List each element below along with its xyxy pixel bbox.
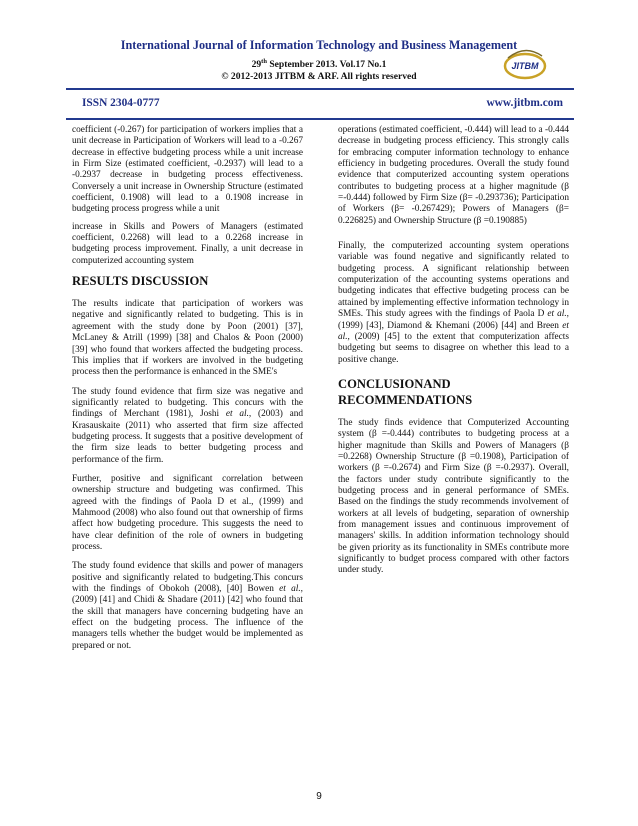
section-heading-conclusion: CONCLUSIONAND RECOMMENDATIONS bbox=[338, 376, 473, 407]
page-number: 9 bbox=[316, 791, 322, 802]
journal-logo bbox=[502, 44, 548, 84]
right-column bbox=[338, 125, 569, 585]
section-heading-results: RESULTS DISCUSSION bbox=[72, 274, 209, 289]
body-paragraph: Further, positive and significant correlation between ownership structure and budgeting was confirmed. This agreed with the findings of Paola D et al., (1999) and Mahmood (2008) who also found out that ownership of firms affect how budgeting procedure. This suggests the need to have clear definition of the role of owners in budgeting process. bbox=[72, 473, 303, 552]
body-paragraph: The study finds evidence that Computerized Accounting system (β =-0.444) contributes to budgeting process at a higher magnitude than Skills and Powers of Managers (β =0.2268) Ownership Structure (β =0.1908), Participation of workers (β =-0.2674) and Firm Size (β =-0.2937). Overall, the factors under study contribute significantly to the budgeting process and in general performance of SMEs. Based on the findings the study recommends involvement of workers at all levels of budgeting, separation of ownership from management issues and continuous improvement of managers' skills. In addition information technology should be given priority as its functionality in SMEs contribute more significantly to budget process compared with other factors under study. bbox=[338, 417, 569, 576]
text-run: Finally, the computerized accounting system operations variable was found negative and significantly related to budgeting process. A significant relationship between computerization of the accounting systems operations and budgeting indicates that effective budgeting process can be attained by implementing effective information technology in SMEs. This study agrees with the findings of Paola D bbox=[338, 241, 569, 320]
text-run: (2009) [41] and Chidi & Shadare (2011) [42] who found that the skill that managers have concerning budgeting have an effect on the budgeting process. The influence of the managers tells whether the budget would be implemented as prepared or not. bbox=[72, 595, 303, 651]
issn-number: ISSN 2304-0777 bbox=[82, 97, 160, 109]
body-paragraph bbox=[338, 241, 569, 366]
text-run: (1999) [43], Diamond & Khemani (2006) [44] and Breen bbox=[338, 320, 563, 331]
issue-day-suffix: th bbox=[261, 58, 267, 65]
body-paragraph: coefficient (-0.267) for participation of workers implies that a unit decrease in Participation of Workers will lead to a -0.267 decrease in effective budgeting process while a unit increase in Firm Size (estimated coefficient, -0.2937) will lead to a -0.2937 decrease in budgeting process effectiveness. Conversely a unit increase in Ownership Structure (estimated coefficient, 0.1908) will lead to a 0.1908 increase in budgeting process progress while a unit bbox=[72, 125, 303, 215]
issue-day: 29 bbox=[251, 59, 262, 71]
et-al-italic: et al., bbox=[338, 320, 569, 342]
issue-volume: September 2013. Vol.17 No.1 bbox=[266, 59, 387, 71]
text-run: (2003) and Krasauskaite (2011) who asserted that firm size affected budgeting process. It suggests that a positive development of the firm size leads to better budgeting process and performance of the firm. bbox=[72, 409, 304, 465]
copyright-line: © 2012-2013 JITBM & ARF. All rights reserved bbox=[221, 71, 417, 82]
text-run: The study found evidence that skills and power of managers positive and significantly related to budgeting.This concurs with the findings of Obokoh (2008), [40] Bowen bbox=[72, 561, 303, 595]
journal-website: www.jitbm.com bbox=[486, 97, 563, 109]
body-paragraph: increase in Skills and Powers of Managers (estimated coefficient, 0.2268) will lead to a 0.2268 increase in budgeting process improvement. Finally, a unit decrease in computerized accounting system bbox=[72, 221, 303, 266]
header-rule-bottom bbox=[66, 118, 574, 120]
body-paragraph: The results indicate that participation of workers was negative and significantly related to budgeting. This is in agreement with the study done by Poon (2001) [37], McLaney & Atrill (1999) [38] and Chalos & Poon (2000) [39] who found that workers affected the budgeting process. This implies that if workers are involved in the budgeting process then the performance is enhanced in the SME's bbox=[72, 299, 303, 378]
body-paragraph: operations (estimated coefficient, -0.444) will lead to a -0.444 decrease in budgeting process efficiency. This strongly calls for embracing computer information technology to enhance efficiency in budgeting procedures. Overall the study found evidence that computerized accounting system operations contributes to budgeting process at a higher magnitude (β =-0.444) followed by Firm Size (β= -0.293736); Participation of Workers (β= -0.267429); Powers of Managers (β= 0.226825) and Ownership Structure (β =0.190885) bbox=[338, 125, 569, 226]
left-column bbox=[72, 125, 303, 660]
et-al-italic: et al., bbox=[547, 309, 569, 320]
journal-title: International Journal of Information Technology and Business Management bbox=[120, 38, 518, 52]
et-al-italic: et al., bbox=[225, 409, 252, 420]
header-rule-top bbox=[66, 88, 574, 90]
text-run: (2009) [45] to the extent that computerization affects budgeting but seems to disagree on whether this lead to a positive change. bbox=[338, 331, 569, 365]
et-al-italic: et al., bbox=[279, 584, 303, 595]
logo-text: JITBM bbox=[511, 61, 539, 71]
text-run: The study found evidence that firm size was negative and significantly related to budgeting. This concurs with the findings of Merchant (1981), Joshi bbox=[72, 386, 303, 420]
body-paragraph bbox=[72, 387, 303, 466]
body-paragraph bbox=[72, 561, 303, 652]
